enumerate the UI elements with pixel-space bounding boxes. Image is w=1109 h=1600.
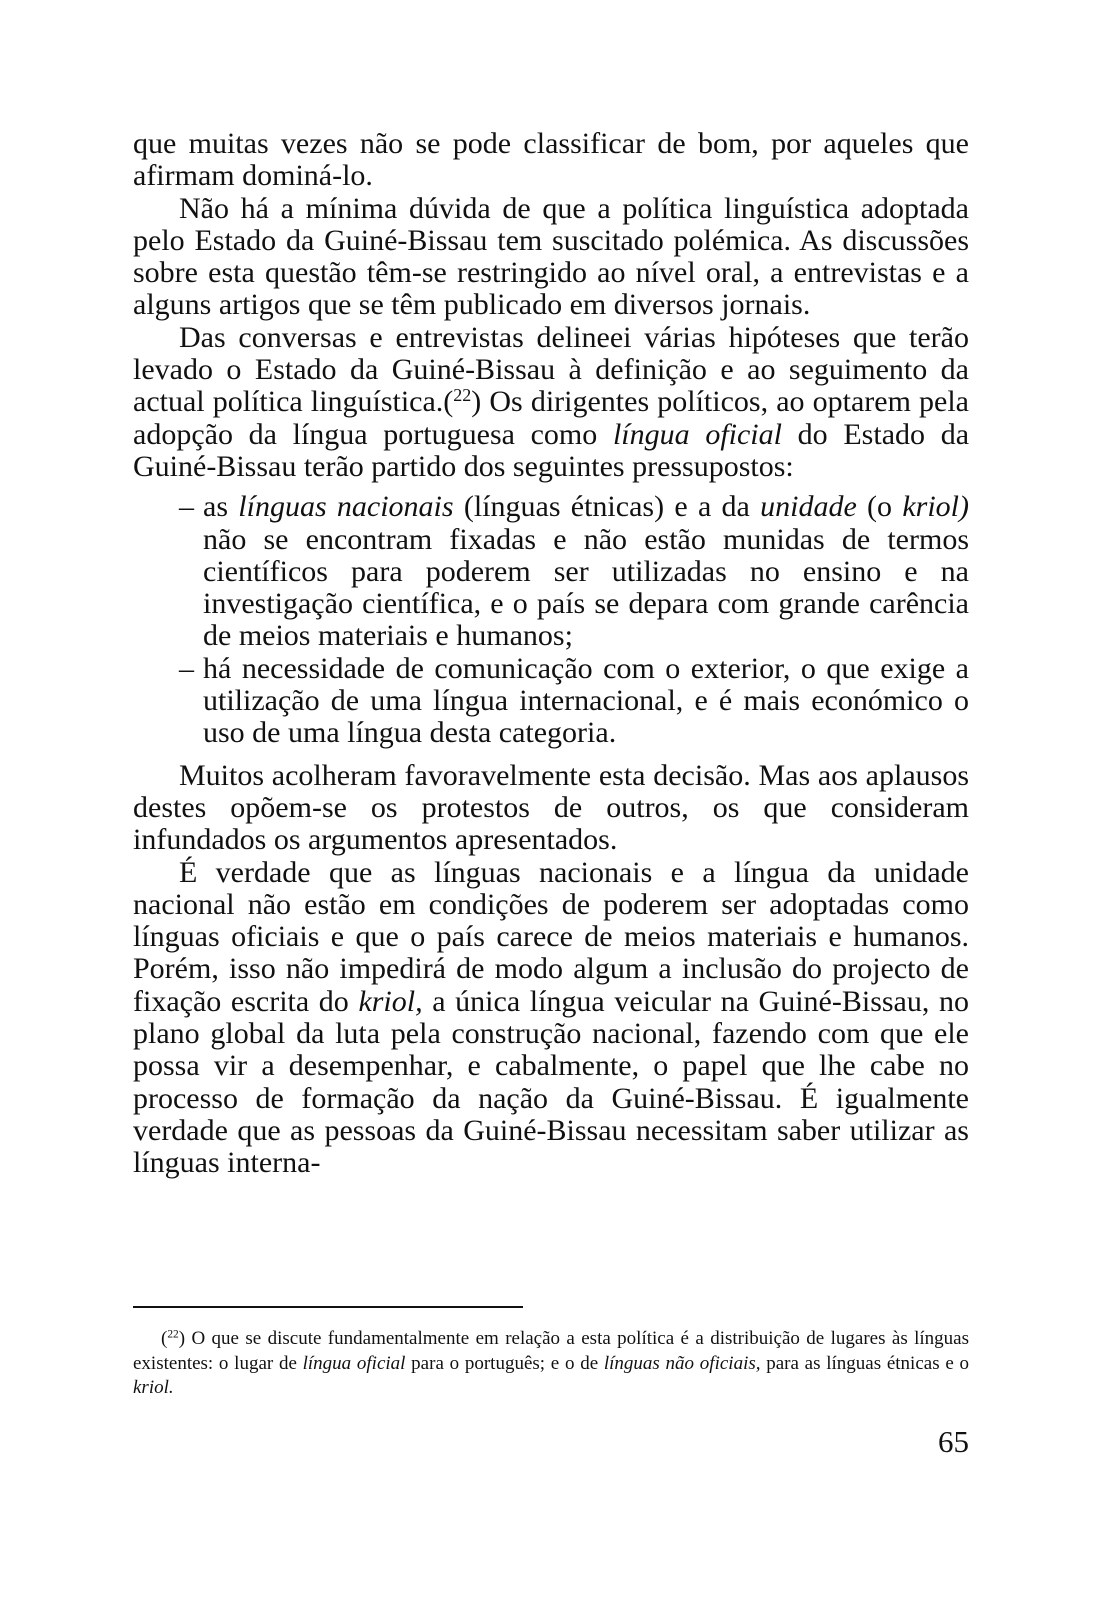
paragraph-3-text-b: ) Os dirigentes políticos, ao optarem pela adopção da língua portuguesa como: [133, 385, 969, 451]
list-item-1-italic-c: kriol): [902, 490, 969, 524]
footnote-marker-open: (: [161, 1328, 168, 1349]
footnote-marker-close: ): [178, 1328, 186, 1349]
footnote-italic-c: kriol.: [133, 1377, 174, 1398]
paragraph-5-text-b: a única língua veicular na Guiné-Bissau, no plano global da luta pela construção nacional, fazendo com que ele possa vir a desempenhar, e cabalmente, o papel que lhe cabe no processo de formação da nação da Guiné-Bissau. É igualmente verdade que as pessoas da Guiné-Bissau necessitam saber utilizar as línguas interna-: [133, 984, 969, 1180]
list-item-1: [133, 491, 969, 652]
footnote-reference: 22: [453, 385, 472, 406]
list-item-2: [133, 653, 969, 750]
footnote-divider: [133, 1306, 523, 1308]
footnote-text-c: para as línguas étnicas e o: [760, 1352, 969, 1374]
list-item-1-italic-a: línguas nacionais: [238, 490, 454, 524]
list-item-1-text-b: (línguas étnicas) e a da: [453, 490, 761, 524]
list-item-1-text-c: (o: [856, 490, 903, 524]
paragraph-4: Muitos acolheram favoravelmente esta decisão. Mas aos aplausos destes opõem-se os protestos de outros, os que consideram infundados os argumentos apresentados.: [133, 758, 969, 857]
paragraph-5-italic: kriol,: [358, 984, 423, 1018]
page-body: [133, 128, 969, 1180]
paragraph-5-text-a: É verdade que as línguas nacionais e a língua da unidade nacional não estão em condições de poderem ser adoptadas como línguas oficiais e que o país carece de meios materiais e humanos. Porém, isso não impedirá de modo algum a inclusão do projecto de fixação escrita do: [133, 855, 969, 1018]
list-dash: –: [179, 490, 194, 524]
paragraph-2: Não há a mínima dúvida de que a política linguística adoptada pelo Estado da Guiné-Bissau tem suscitado polémica. As discussões sobre esta questão têm-se restringido ao nível oral, a entrevistas e a alguns artigos que se têm publicado em diversos jornais.: [133, 191, 969, 322]
footnote-text-b: para o português; e o de: [405, 1352, 604, 1374]
footnote-marker-number: 22: [167, 1328, 179, 1341]
list-item-1-italic-b: unidade: [760, 490, 857, 524]
paragraph-3-text-c: do Estado da Guiné-Bissau terão partido dos seguintes pressupostos:: [133, 417, 970, 483]
footnote: [133, 1327, 969, 1401]
paragraph-5: [133, 857, 969, 1180]
list-dash: –: [179, 651, 194, 685]
list-item-1-text-a: as: [203, 490, 239, 524]
footnote-italic-a: língua oficial: [302, 1352, 406, 1374]
paragraph-3: [133, 322, 969, 483]
assumptions-list: [133, 491, 969, 749]
footnote-italic-b: línguas não oficiais,: [603, 1352, 761, 1374]
list-item-2-text: há necessidade de comunicação com o exterior, o que exige a utilização de uma língua internacional, e é mais económico o uso de uma língua desta categoria.: [203, 651, 969, 750]
paragraph-3-italic: língua oficial: [612, 417, 782, 451]
page-number: 65: [938, 1424, 969, 1459]
list-item-1-text-d: não se encontram fixadas e não estão munidas de termos científicos para poderem ser utilizadas no ensino e na investigação científica, e o país se depara com grande carência de meios materiais e humanos;: [203, 522, 969, 653]
paragraph-3-text-a: Das conversas e entrevistas delineei várias hipóteses que terão levado o Estado da Guiné-Bissau à definição e ao seguimento da actual política linguística.(: [133, 320, 969, 419]
paragraph-1: que muitas vezes não se pode classificar de bom, por aqueles que afirmam dominá-lo.: [133, 127, 969, 193]
footnote-text-a: O que se discute fundamentalmente em relação a esta política é a distribuição de lugares às línguas existentes: o lugar de: [133, 1328, 969, 1374]
